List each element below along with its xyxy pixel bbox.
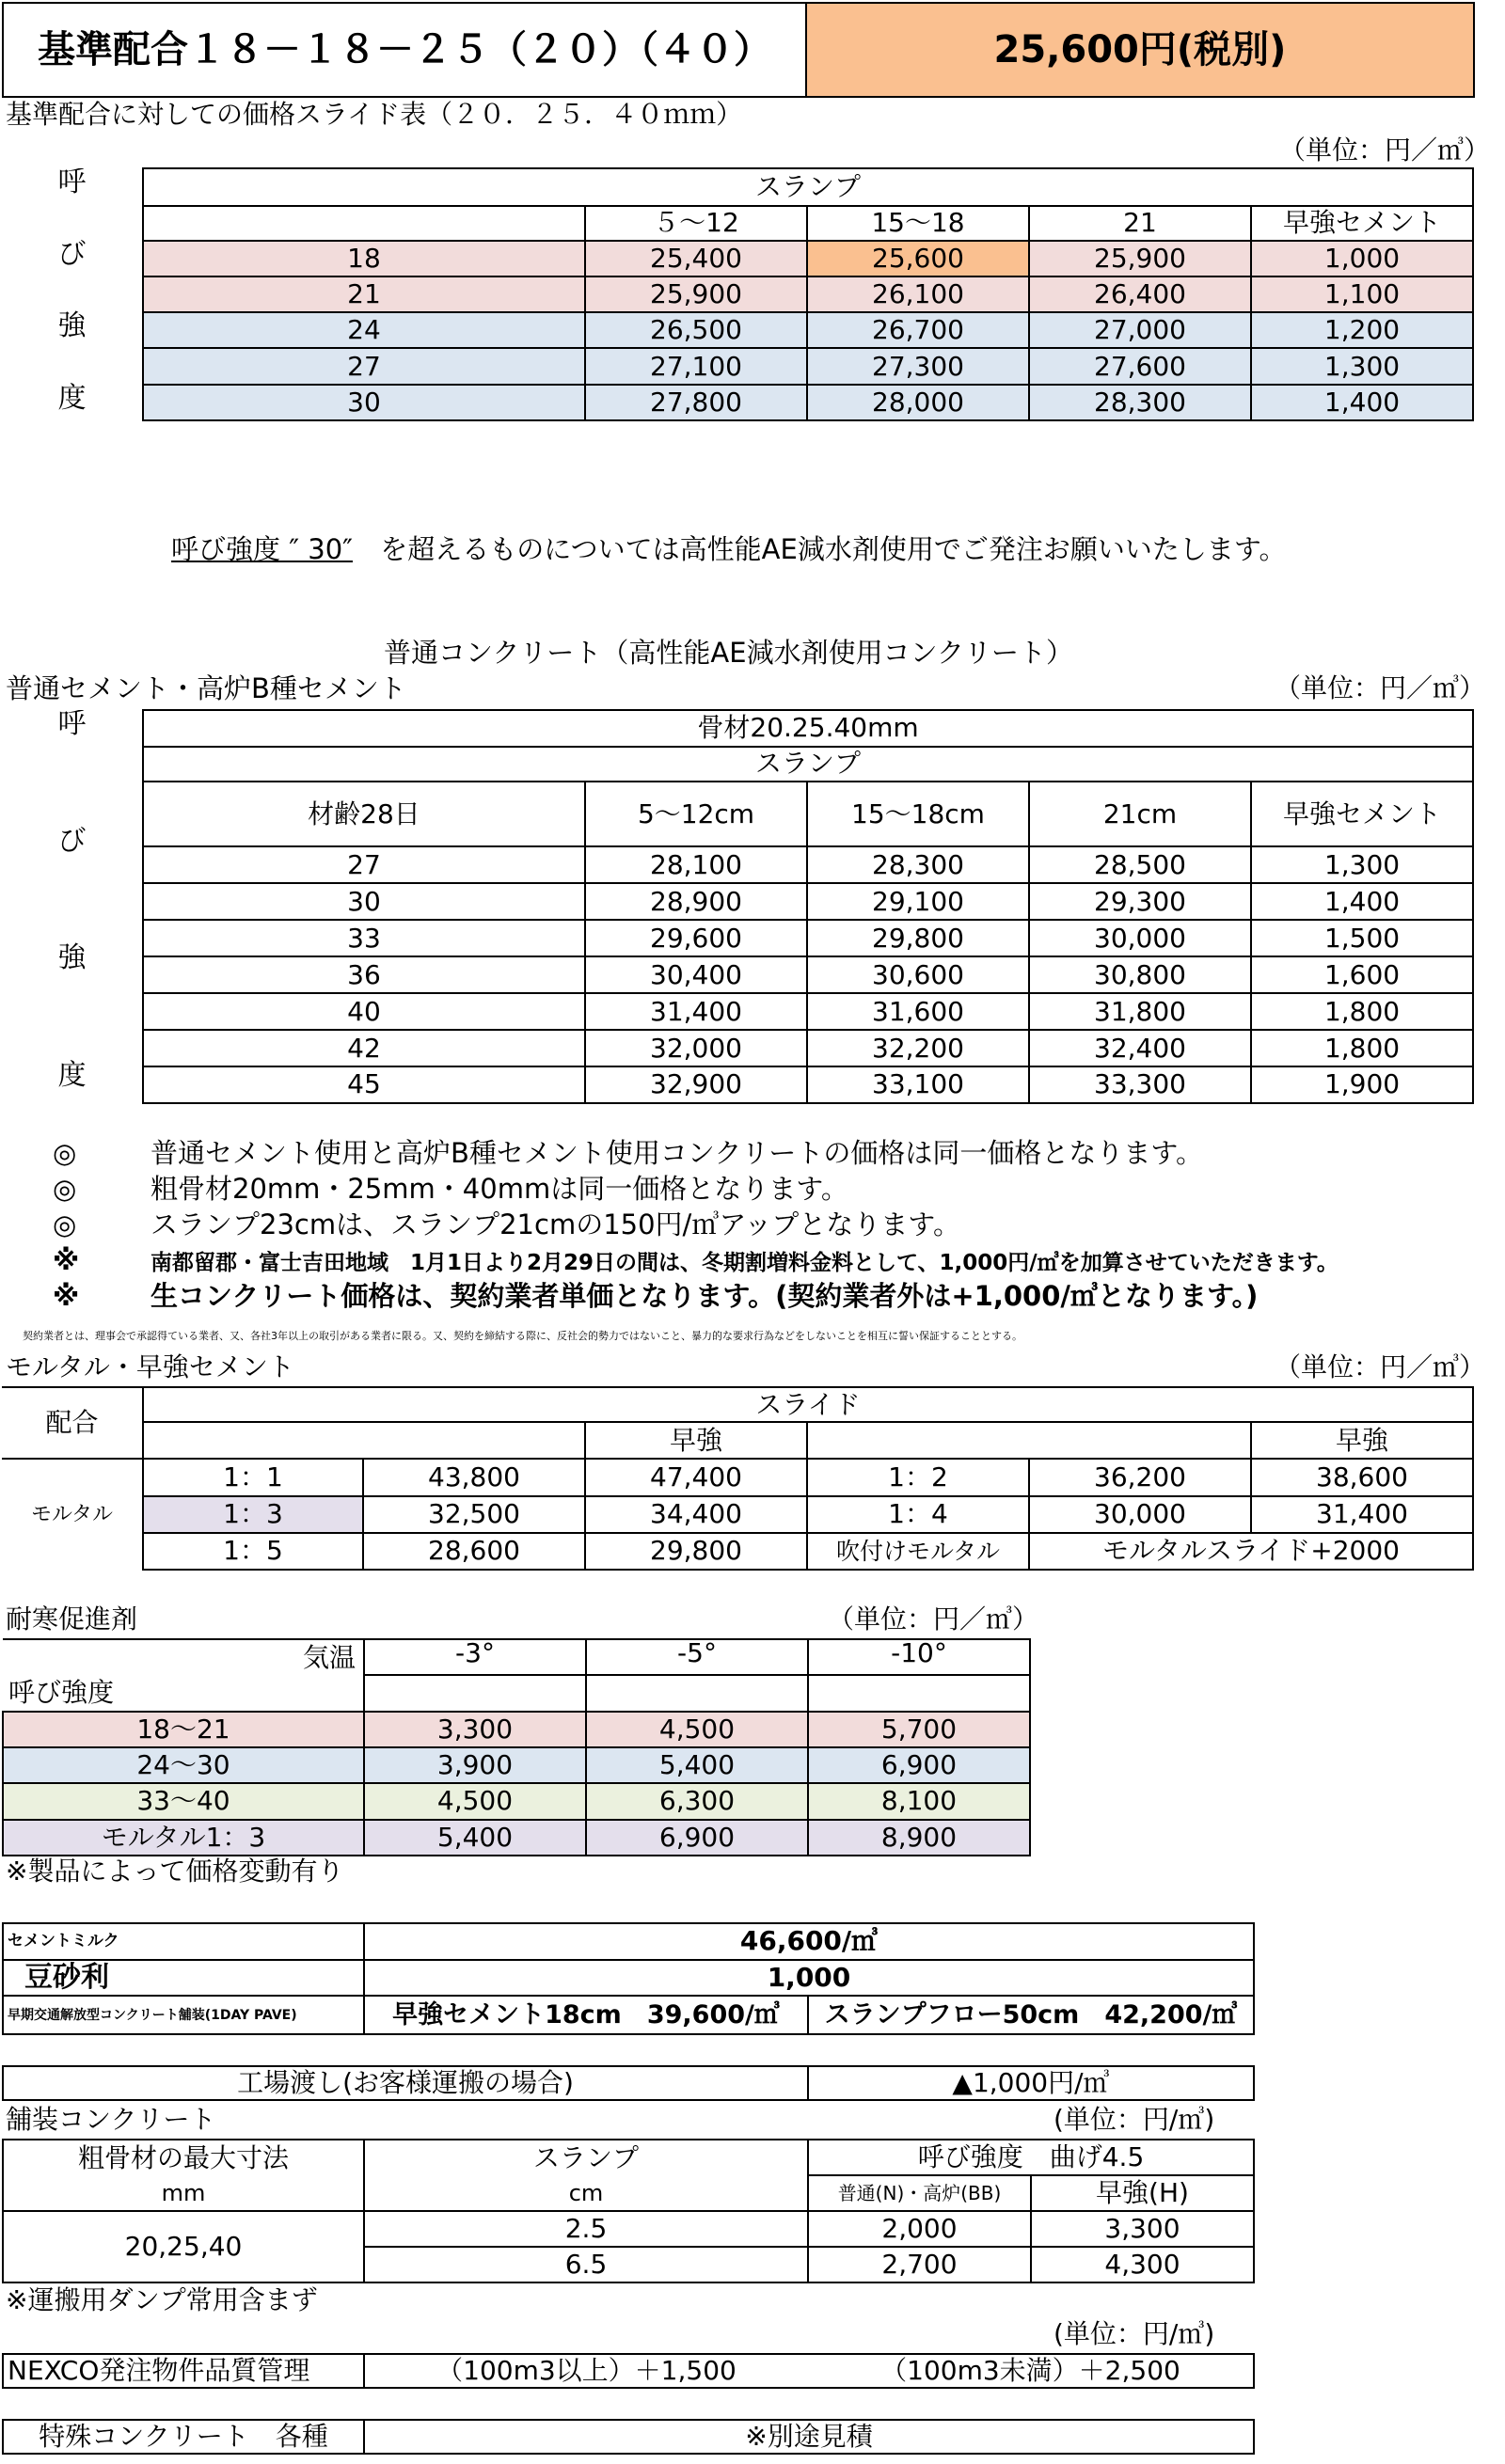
note-text: 普通セメント使用と高炉B種セメント使用コンクリートの価格は同一価格となります。 <box>150 1137 1203 1169</box>
table-row <box>2 883 1473 920</box>
col-header: 早強セメント <box>1251 782 1473 847</box>
normal-label: 普通(N)・高炉(BB) <box>808 2175 1031 2211</box>
note-mark: ◎ <box>53 1137 77 1169</box>
early-label: 早強 <box>1251 1422 1473 1459</box>
value-cell: 26,700 <box>807 312 1029 348</box>
special-label: 特殊コンクリート 各種 <box>3 2420 364 2454</box>
value-cell: 27,600 <box>1029 348 1251 384</box>
value-cell: 29,300 <box>1029 883 1251 920</box>
side-char-2: び <box>57 824 87 858</box>
nexco-small: （100m3未満）＋2,500 <box>808 2354 1254 2388</box>
paving-unit: (単位：円/㎥) <box>1054 2104 1215 2135</box>
strength-cell: 42 <box>143 1030 585 1066</box>
table-row <box>2 993 1473 1030</box>
strength-label: 呼び強度 <box>3 1675 364 1711</box>
mortar-table <box>2 1386 1474 1571</box>
value-cell: 8,900 <box>808 1820 1030 1856</box>
value-cell: 1,300 <box>1251 846 1473 883</box>
paving-title: 舗装コンクリート <box>6 2104 216 2135</box>
value-cell: 32,900 <box>585 1066 807 1103</box>
strength-cell: 45 <box>143 1066 585 1103</box>
note-item <box>53 1280 1339 1319</box>
value-cell: 5,400 <box>586 1747 808 1783</box>
side-char-1: 呼 <box>57 710 87 740</box>
slump-unit: cm <box>364 2175 808 2211</box>
value-cell: 3,900 <box>364 1747 586 1783</box>
value-cell: 26,100 <box>807 276 1029 312</box>
value-cell: 8,100 <box>808 1783 1030 1819</box>
table-row <box>2 920 1473 956</box>
slump-label: スランプ <box>364 2140 808 2175</box>
factory-value: ▲1,000円/㎥ <box>808 2066 1254 2100</box>
strength-cell: 30 <box>143 385 585 420</box>
note-mark: ※ <box>53 1244 80 1276</box>
value-cell: 5,400 <box>364 1820 586 1856</box>
special-value: ※別途見積 <box>364 2420 1254 2454</box>
value-cell: 36,200 <box>1029 1459 1251 1495</box>
note-text: 南都留郡・富士吉田地域 1月1日より2月29日の間は、冬期割増料金料として、1,000円/㎥を加算させていただきます。 <box>150 1251 1339 1275</box>
notice-30 <box>171 533 1287 565</box>
strength-cell: 18 <box>143 241 585 276</box>
notes-list <box>53 1137 1339 1319</box>
value-cell: 28,500 <box>1029 846 1251 883</box>
value-cell: 6,300 <box>586 1783 808 1819</box>
value-cell: 33,300 <box>1029 1066 1251 1103</box>
note-item <box>53 1244 1339 1283</box>
side-char-4: 度 <box>57 381 87 415</box>
agg-label: 粗骨材の最大寸法 <box>3 2140 364 2175</box>
nexco-label: NEXCO発注物件品質管理 <box>3 2354 364 2388</box>
slide-table <box>2 167 1474 421</box>
value-cell: 25,400 <box>585 241 807 276</box>
strength-cell: 27 <box>143 348 585 384</box>
early-label: 早強(H) <box>1031 2175 1254 2211</box>
paving-table <box>2 2139 1255 2283</box>
value-cell: 32,000 <box>585 1030 807 1066</box>
value-cell: 2,700 <box>808 2247 1031 2282</box>
value-cell: 43,800 <box>363 1459 585 1495</box>
value-cell: 28,900 <box>585 883 807 920</box>
value-cell: 32,500 <box>363 1496 585 1533</box>
value-cell: 1,100 <box>1251 276 1473 312</box>
col-header: 早強セメント <box>1251 206 1473 240</box>
col-header: 21 <box>1029 206 1251 240</box>
value-cell: 25,900 <box>585 276 807 312</box>
value-cell: 1,400 <box>1251 385 1473 420</box>
value-cell: 4,500 <box>586 1712 808 1747</box>
factory-label: 工場渡し(お客様運搬の場合) <box>3 2066 808 2100</box>
table-row <box>2 1030 1473 1066</box>
mix-cell: 1：2 <box>807 1459 1029 1495</box>
table-row <box>2 1459 1473 1495</box>
note-item <box>53 1137 1339 1176</box>
base-value-cell: 25,600 <box>807 241 1029 276</box>
value-cell: 1,500 <box>1251 920 1473 956</box>
note-text: 粗骨材20mm・25mm・40mmは同一価格となります。 <box>150 1173 848 1205</box>
strength-cell: 24 <box>143 312 585 348</box>
antifreeze-table <box>2 1638 1031 1856</box>
page-title: 基準配合１８－１８－２５（２０）（４０） <box>3 3 806 97</box>
header-table <box>2 2 1475 98</box>
mix-cell: 1：5 <box>143 1533 363 1570</box>
value-cell: 30,000 <box>1029 1496 1251 1533</box>
mix-cell: 1：4 <box>807 1496 1029 1533</box>
aggregate-header: 骨材20.25.40mm <box>143 710 1473 747</box>
value-cell: 1,200 <box>1251 312 1473 348</box>
mortar-row-label: モルタル <box>2 1459 143 1570</box>
slide-label: スライド <box>143 1387 1473 1422</box>
col-header: 15～18cm <box>807 782 1029 847</box>
temp-label: 気温 <box>3 1639 364 1675</box>
factory-table <box>2 2065 1255 2101</box>
slide-table-unit: （単位：円／㎥） <box>1279 134 1491 166</box>
value-cell: 27,300 <box>807 348 1029 384</box>
pave-flow: スランプフロー50cm 42,200/㎥ <box>808 1996 1254 2034</box>
special-table <box>2 2419 1255 2455</box>
value-cell: 31,600 <box>807 993 1029 1030</box>
table-row <box>3 1712 1030 1747</box>
value-cell: 2,000 <box>808 2211 1031 2247</box>
mix-cell: 吹付けモルタル <box>807 1533 1029 1570</box>
high-perf-title: 普通コンクリート（高性能AE減水剤使用コンクリート） <box>384 637 1074 669</box>
strength-cell: 30 <box>143 883 585 920</box>
temp-cell: -10° <box>808 1639 1030 1675</box>
value-cell: 28,600 <box>363 1533 585 1570</box>
table-row <box>2 1533 1473 1570</box>
value-cell: 29,800 <box>585 1533 807 1570</box>
col-header: 材齢28日 <box>143 782 585 847</box>
value-cell: 34,400 <box>585 1496 807 1533</box>
value-cell: 32,200 <box>807 1030 1029 1066</box>
range-cell: 24～30 <box>3 1747 364 1783</box>
strength-cell: 27 <box>143 846 585 883</box>
mix-cell: 1：1 <box>143 1459 363 1495</box>
value-cell: 31,400 <box>1251 1496 1473 1533</box>
value-cell: 30,400 <box>585 956 807 993</box>
value-cell: 1,800 <box>1251 1030 1473 1066</box>
slump-header: スランプ <box>143 168 1473 206</box>
fine-print: 契約業者とは、理事会で承認得ている業者、又、各社3年以上の取引がある業者に限る。又、契約を締結する際に、反社会的勢力ではないこと、暴力的な要求行為などをしないことを相互に誓い保証することとする。 <box>23 1330 1022 1342</box>
nexco-table <box>2 2353 1255 2389</box>
misc-table <box>2 1922 1255 2035</box>
note-mark: ◎ <box>53 1173 77 1205</box>
range-cell: 33～40 <box>3 1783 364 1819</box>
value-cell: 6,900 <box>808 1747 1030 1783</box>
value-cell: 32,400 <box>1029 1030 1251 1066</box>
temp-cell: -5° <box>586 1639 808 1675</box>
strength-side-label <box>2 710 143 1103</box>
value-cell: 1,600 <box>1251 956 1473 993</box>
notice-30-underlined: 呼び強度 ″ 30″ <box>171 533 354 565</box>
strength-side-label <box>2 168 143 420</box>
cement-milk-value: 46,600/㎥ <box>364 1923 1254 1960</box>
value-cell: 29,600 <box>585 920 807 956</box>
table-row <box>2 956 1473 993</box>
value-cell: 4,300 <box>1031 2247 1254 2282</box>
mix-cell: 1：3 <box>143 1496 363 1533</box>
range-cell: 18～21 <box>3 1712 364 1747</box>
nexco-unit: (単位：円/㎥) <box>1054 2318 1215 2349</box>
value-cell: 5,700 <box>808 1712 1030 1747</box>
antifreeze-note: ※製品によって価格変動有り <box>6 1856 344 1887</box>
value-cell: 27,100 <box>585 348 807 384</box>
antifreeze-unit: （単位：円／㎥） <box>828 1603 1039 1635</box>
temp-cell: -3° <box>364 1639 586 1675</box>
pave-early: 早強セメント18cm 39,600/㎥ <box>364 1996 808 2034</box>
high-perf-table <box>2 709 1474 1104</box>
notice-30-text: を超えるものについては高性能AE減水剤使用でご発注お願いいたします。 <box>380 533 1287 565</box>
value-cell: 33,100 <box>807 1066 1029 1103</box>
value-cell: 1,900 <box>1251 1066 1473 1103</box>
high-perf-unit: （単位：円／㎥） <box>1275 672 1486 703</box>
mortar-unit: （単位：円／㎥） <box>1275 1351 1486 1382</box>
value-cell: 30,600 <box>807 956 1029 993</box>
table-row <box>3 1820 1030 1856</box>
antifreeze-title: 耐寒促進剤 <box>6 1603 138 1635</box>
table-row <box>2 241 1473 276</box>
value-cell: 28,100 <box>585 846 807 883</box>
table-row <box>3 2211 1254 2247</box>
note-item <box>53 1173 1339 1211</box>
paving-note: ※運搬用ダンプ常用含まず <box>6 2284 318 2315</box>
table-row <box>2 846 1473 883</box>
value-cell: 3,300 <box>364 1712 586 1747</box>
side-char-1: 呼 <box>57 168 87 198</box>
early-label: 早強 <box>585 1422 807 1459</box>
value-cell: 29,800 <box>807 920 1029 956</box>
value-cell: 3,300 <box>1031 2211 1254 2247</box>
table-row <box>3 1747 1030 1783</box>
value-cell: 26,400 <box>1029 276 1251 312</box>
value-cell: 31,400 <box>585 993 807 1030</box>
value-cell: 38,600 <box>1251 1459 1473 1495</box>
value-cell: 6,900 <box>586 1820 808 1856</box>
cement-milk-label: セメントミルク <box>3 1923 364 1960</box>
strength-cell: 36 <box>143 956 585 993</box>
value-cell: 30,000 <box>1029 920 1251 956</box>
col-header: 5～12cm <box>585 782 807 847</box>
table-row <box>3 1783 1030 1819</box>
value-cell: 26,500 <box>585 312 807 348</box>
pave-label: 早期交通解放型コンクリート舗装(1DAY PAVE) <box>3 1996 364 2034</box>
side-char-3: 強 <box>57 941 87 975</box>
side-char-4: 度 <box>57 1058 87 1092</box>
pea-gravel-value: 1,000 <box>364 1960 1254 1997</box>
col-header: 21cm <box>1029 782 1251 847</box>
range-cell: モルタル1：3 <box>3 1820 364 1856</box>
value-cell: 1,300 <box>1251 348 1473 384</box>
mix-label: 配合 <box>2 1387 143 1459</box>
slide-table-caption: 基準配合に対しての価格スライド表（２０．２５．４０ｍｍ） <box>6 99 743 130</box>
col-header: 15～18 <box>807 206 1029 240</box>
base-price: 25,600円(税別) <box>806 3 1474 97</box>
strength-label: 呼び強度 曲げ4.5 <box>808 2140 1254 2175</box>
note-item <box>53 1208 1339 1247</box>
high-perf-subtitle: 普通セメント・高炉B種セメント <box>6 672 406 704</box>
mortar-title: モルタル・早強セメント <box>6 1351 294 1382</box>
note-mark: ◎ <box>53 1208 77 1240</box>
table-row <box>2 312 1473 348</box>
strength-cell: 40 <box>143 993 585 1030</box>
value-cell: 30,800 <box>1029 956 1251 993</box>
value-cell: 28,300 <box>807 846 1029 883</box>
agg-unit: mm <box>3 2175 364 2211</box>
value-cell: 28,000 <box>807 385 1029 420</box>
slump-header: スランプ <box>143 747 1473 782</box>
agg-value: 20,25,40 <box>3 2211 364 2282</box>
table-row <box>2 385 1473 420</box>
value-cell: 1,800 <box>1251 993 1473 1030</box>
value-cell: 4,500 <box>364 1783 586 1819</box>
mortar-slide-note: モルタルスライド+2000 <box>1029 1533 1473 1570</box>
value-cell: 47,400 <box>585 1459 807 1495</box>
table-row <box>2 1496 1473 1533</box>
col-header: ５～12 <box>585 206 807 240</box>
note-text: スランプ23cmは、スランプ21cmの150円/㎥アップとなります。 <box>150 1208 960 1240</box>
value-cell: 1,400 <box>1251 883 1473 920</box>
strength-cell: 21 <box>143 276 585 312</box>
table-row <box>2 348 1473 384</box>
value-cell: 31,800 <box>1029 993 1251 1030</box>
value-cell: 1,000 <box>1251 241 1473 276</box>
note-mark: ※ <box>53 1280 80 1312</box>
value-cell: 27,800 <box>585 385 807 420</box>
note-text: 生コンクリート価格は、契約業者単価となります。(契約業者外は+1,000/㎥となります。) <box>150 1280 1259 1312</box>
table-row <box>2 276 1473 312</box>
value-cell: 29,100 <box>807 883 1029 920</box>
nexco-large: （100m3以上）＋1,500 <box>364 2354 808 2388</box>
table-row <box>2 1066 1473 1103</box>
value-cell: 27,000 <box>1029 312 1251 348</box>
strength-cell: 33 <box>143 920 585 956</box>
value-cell: 28,300 <box>1029 385 1251 420</box>
value-cell: 25,900 <box>1029 241 1251 276</box>
side-char-2: び <box>57 237 87 271</box>
slump-cell: 6.5 <box>364 2247 808 2282</box>
side-char-3: 強 <box>57 309 87 343</box>
pea-gravel-label: 豆砂利 <box>3 1960 364 1997</box>
slump-cell: 2.5 <box>364 2211 808 2247</box>
